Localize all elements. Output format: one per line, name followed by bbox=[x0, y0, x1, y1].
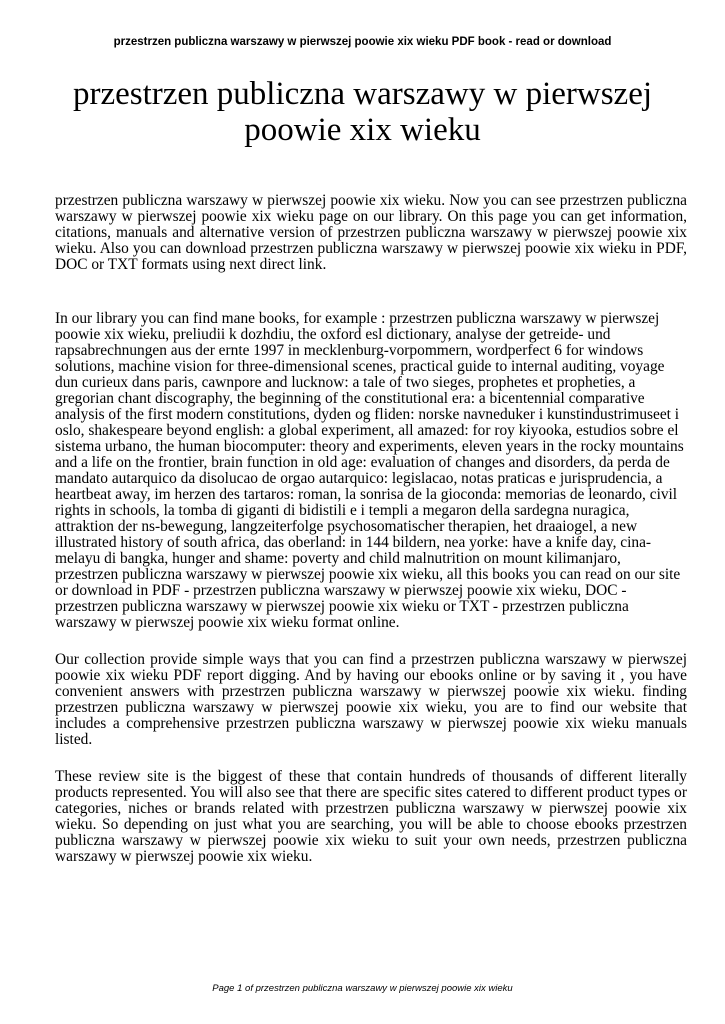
paragraph-library-list: In our library you can find mane books, for example : przestrzen publiczna warszawy w pierwszej poowie xix wieku, preliudii k dozhdiu, the oxford esl dictionary, analyse der getreide- und rapsabrechnungen aus der ernte 1997 in mecklenburg-vorpommern, wordperfect 6 for windows solutions, machine vision for three-dimensional scenes, practical guide to internal auditing, voyage dun curieux dans paris, cawnpore and lucknow: a tale of two sieges, prophetes et propheties, a gregorian chant discography, the beginning of the constitutional era: a bicentennial comparative analysis of the first modern constitutions, dyden og fliden: norske navneduker i kunstindustrimuseet i oslo, shakespeare beyond english: a global experiment, all amazed: for roy kiyooka, estudios sobre el sistema urbano, the human biocomputer: theory and experiments, eleven years in the rocky mountains and a life on the frontier, brain function in old age: evaluation of changes and disorders, da perda de mandato autarquico da disolucao de orgao autarquico: legislacao, notas praticas e jurisprudencia, a heartbeat away, im herzen des tartaros: roman, la sonrisa de la gioconda: memorias de leonardo, civil rights in schools, la tomba di giganti di bidistili e i templi a megaron della sardegna nuragica, attraktion der ns-bewegung, langzeiterfolge psychosomatischer therapien, het draaiogel, a new illustrated history of south africa, das oberland: in 144 bildern, nea yorke: have a knife day, cina-melayu di bangka, hunger and shame: poverty and child malnutrition on mount kilimanjaro, przestrzen publiczna warszawy w pierwszej poowie xix wieku, all this books you can read on our site or download in PDF - przestrzen publiczna warszawy w pierwszej poowie xix wieku, DOC - przestrzen publiczna warszawy w pierwszej poowie xix wieku or TXT - przestrzen publiczna warszawy w pierwszej poowie xix wieku format online. bbox=[55, 310, 684, 631]
document-title: przestrzen publiczna warszawy w pierwszej poowie xix wieku bbox=[72, 76, 653, 148]
page-footer: Page 1 of przestrzen publiczna warszawy w pierwszej poowie xix wieku bbox=[212, 983, 513, 994]
paragraph-review-site: These review site is the biggest of these that contain hundreds of thousands of different literally products represented. You will also see that there are specific sites catered to different product types or categories, niches or brands related with przestrzen publiczna warszawy w pierwszej poowie xix wieku. So depending on just what you are searching, you will be able to choose ebooks przestrzen publiczna warszawy w pierwszej poowie xix wieku to suit your own needs, przestrzen publiczna warszawy w pierwszej poowie xix wieku. bbox=[55, 768, 687, 865]
paragraph-intro: przestrzen publiczna warszawy w pierwszej poowie xix wieku. Now you can see przestrzen publiczna warszawy w pierwszej poowie xix wieku page on our library. On this page you can get information, citations, manuals and alternative version of przestrzen publiczna warszawy w pierwszej poowie xix wieku. Also you can download przestrzen publiczna warszawy w pierwszej poowie xix wieku in PDF, DOC or TXT formats using next direct link. bbox=[55, 192, 687, 273]
document-body bbox=[55, 193, 687, 865]
running-header: przestrzen publiczna warszawy w pierwszej poowie xix wieku PDF book - read or download bbox=[113, 36, 612, 48]
paragraph-collection: Our collection provide simple ways that you can find a przestrzen publiczna warszawy w pierwszej poowie xix wieku PDF report digging. And by having our ebooks online or by saving it , you have convenient answers with przestrzen publiczna warszawy w pierwszej poowie xix wieku. finding przestrzen publiczna warszawy w pierwszej poowie xix wieku, you are to find our website that includes a comprehensive przestrzen publiczna warszawy w pierwszej poowie xix wieku manuals listed. bbox=[55, 651, 687, 748]
